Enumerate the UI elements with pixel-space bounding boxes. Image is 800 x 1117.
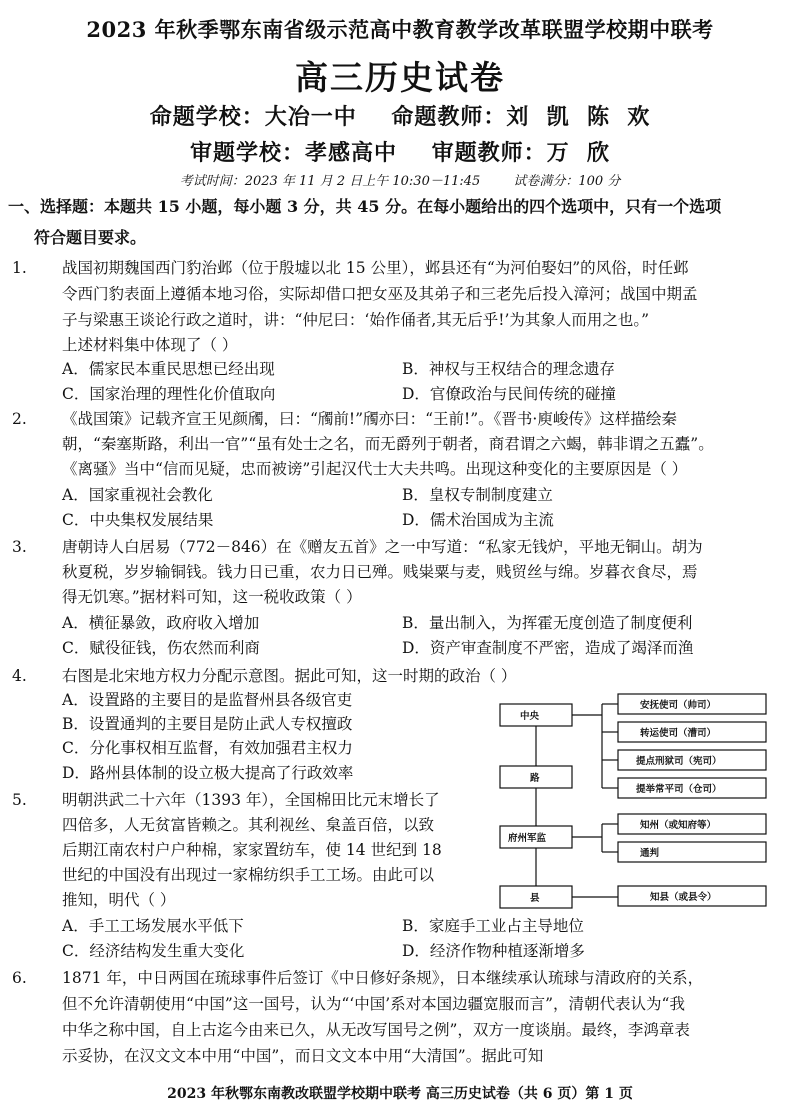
option-c: C．中央集权发展结果 (62, 511, 214, 529)
option-a: A．儒家民本重民思想已经出现 (62, 360, 275, 378)
question-text: 《战国策》记载齐宣王见颜斶，曰：“斶前!”斶亦曰：“王前!”。《晋书·庾峻传》这样描绘秦 (62, 410, 677, 428)
question-text: 世纪的中国没有出现过一家棉纺织手工工场。由此可以 (62, 866, 435, 884)
label-r6: 通判 (640, 848, 660, 859)
option-b: B．神权与王权结合的理念遗存 (402, 360, 615, 378)
question-number: 1. (12, 259, 27, 277)
option-d: D．儒术治国成为主流 (402, 511, 554, 529)
option-c: C．分化事权相互监督，有效加强君主权力 (62, 739, 353, 757)
question-text: 唐朝诗人白居易（772－846）在《赠友五首》之一中写道：“私家无钱炉，平地无铜山。胡为 (62, 538, 703, 556)
page-title: 高三历史试卷 (295, 58, 505, 97)
question-text: 得无饥寒。”据材料可知，这一税收政策（ ） (62, 588, 362, 606)
label-r5: 知州（或知府等） (640, 820, 717, 831)
song-power-diagram (490, 690, 780, 920)
exam-info: 考试时间：2023 年 11 月 2 日上午 10:30－11:45 试卷满分：100 分 (179, 174, 621, 189)
option-b: B．量出制入，为挥霍无度创造了制度便利 (402, 614, 693, 632)
question-text: 示妥协，在汉文文本中用“中国”，而日文文本中用“大清国”。据此可知 (62, 1047, 544, 1065)
label-xian: 县 (530, 893, 540, 904)
label-central: 中央 (520, 711, 540, 722)
option-d: D．经济作物种植逐渐增多 (402, 942, 585, 960)
question-text: 朝，“秦塞斯路，利出一官”“虽有处士之名，而无爵列于朝者，商君谓之六蝎，韩非谓之五蠹”。 (62, 435, 714, 453)
label-r7: 知县（或县令） (650, 892, 717, 903)
question-text: 1871 年，中日两国在琉球事件后签订《中日修好条规》，日本继续承认琉球与清政府的关系， (62, 969, 704, 987)
label-lu: 路 (530, 773, 540, 784)
section-instruction-cont: 符合题目要求。 (34, 228, 147, 247)
option-d: D．路州县体制的设立极大提高了行政效率 (62, 764, 354, 782)
question-text: 战国初期魏国西门豹治邺（位于殷墟以北 15 公里），邺县还有“为河伯娶妇”的风俗，时任邺 (62, 259, 689, 277)
label-r4: 提举常平司（仓司） (636, 784, 722, 795)
option-a: A．设置路的主要目的是监督州县各级官吏 (62, 691, 353, 709)
option-a: A．横征暴敛，政府收入增加 (62, 614, 260, 632)
option-d: D．官僚政治与民间传统的碰撞 (402, 385, 616, 403)
question-text: 子与梁惠王谈论行政之道时，讲：“仲尼曰：‘始作俑者,其无后乎!’为其象人而用之也。” (62, 311, 650, 329)
label-r1: 安抚使司（帅司） (640, 700, 717, 711)
label-r2: 转运使司（漕司） (640, 728, 717, 739)
question-text: 后期江南农村户户种棉，家家置纺车，使 14 世纪到 18 (62, 841, 442, 859)
option-a: A．国家重视社会教化 (62, 486, 213, 504)
question-text: 右图是北宋地方权力分配示意图。据此可知，这一时期的政治（ ） (62, 667, 517, 685)
setter-line: 命题学校：大冶一中 命题教师：刘 凯 陈 欢 (149, 104, 651, 130)
option-d: D．资产审查制度不严密，造成了竭泽而渔 (402, 639, 694, 657)
page-footer: 2023 年秋鄂东南教改联盟学校期中联考 高三历史试卷（共 6 页）第 1 页 (167, 1086, 633, 1102)
question-text: 《离骚》当中“信而见疑，忠而被谤”引起汉代士大夫共鸣。出现这种变化的主要原因是（ ） (62, 460, 688, 478)
option-b: B．皇权专制制度建立 (402, 486, 553, 504)
label-r3: 提点刑狱司（宪司） (636, 756, 722, 767)
option-c: C．赋役征钱，伤农然而利商 (62, 639, 260, 657)
question-number: 6. (12, 969, 27, 987)
question-number: 4. (12, 667, 27, 685)
question-text: 四倍多，人无贫富皆赖之。其利视丝、枲盖百倍，以致 (62, 816, 435, 834)
question-text: 但不允许清朝使用“中国”这一国号，认为“‘中国’系对本国边疆宽服而言”，清朝代表认为“我 (62, 995, 685, 1013)
reviewer-line: 审题学校：孝感高中 审题教师：万 欣 (190, 140, 610, 166)
question-text: 中华之称中国，自上古迄今由来已久，从无改写国号之例”，双方一度谈崩。最终，李鸿章表 (62, 1021, 690, 1039)
option-c: C．国家治理的理性化价值取向 (62, 385, 276, 403)
question-text: 明朝洪武二十六年（1393 年），全国棉田比元末增长了 (62, 791, 440, 809)
exam-header-line: 2023 年秋季鄂东南省级示范高中教育教学改革联盟学校期中联考 (86, 17, 714, 42)
option-a: A．手工工场发展水平低下 (62, 917, 244, 935)
option-b: B．设置通判的主要目是防止武人专权擅政 (62, 715, 353, 733)
question-text: 推知，明代（ ） (62, 891, 176, 909)
question-number: 2. (12, 410, 27, 428)
question-text: 上述材料集中体现了（ ） (62, 336, 238, 354)
section-instruction: 一、选择题：本题共 15 小题，每小题 3 分，共 45 分。在每小题给出的四个选项中，只有一个选项 (8, 197, 722, 216)
question-text: 令西门豹表面上遵循本地习俗，实际却借口把女巫及其弟子和三老先后投入漳河；战国中期孟 (62, 285, 698, 303)
option-c: C．经济结构发生重大变化 (62, 942, 245, 960)
option-b: B．家庭手工业占主导地位 (402, 917, 584, 935)
question-number: 5. (12, 791, 27, 809)
question-number: 3. (12, 538, 27, 556)
question-text: 秋夏税，岁岁输铜钱。钱力日已重，农力日已殚。贱粜粟与麦，贱贸丝与绵。岁暮衣食尽，焉 (62, 563, 698, 581)
label-fuzhou: 府州军监 (508, 833, 547, 844)
